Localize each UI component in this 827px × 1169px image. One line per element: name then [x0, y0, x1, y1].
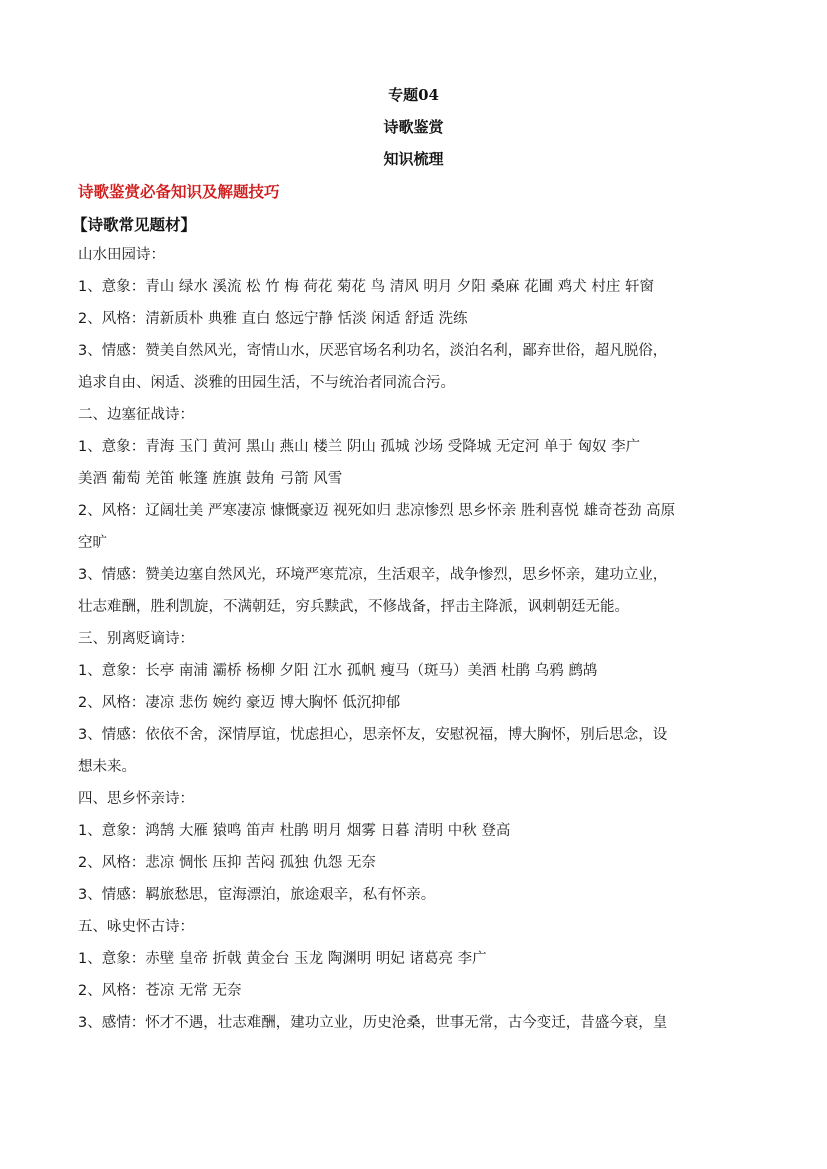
emotion-line-continued: 追求自由、闲适、淡雅的田园生活，不与统治者同流合污。	[78, 375, 455, 391]
imagery-line-continued: 美酒 葡萄 羌笛 帐篷 旌旗 鼓角 弓箭 风雪	[78, 471, 343, 487]
red-section-title: 诗歌鉴赏必备知识及解题技巧	[78, 182, 280, 201]
group-title-frontier: 二、边塞征战诗：	[78, 407, 194, 423]
section-heading: 知识梳理	[383, 150, 444, 168]
imagery-line: 1、意象：青海 玉门 黄河 黑山 燕山 楼兰 阴山 孤城 沙场 受降城 无定河 单于 匈奴 李广	[78, 439, 641, 455]
style-line: 2、风格：清新质朴 典雅 直白 悠远宁静 恬淡 闲适 舒适 洗练	[78, 311, 468, 327]
imagery-line: 1、意象：青山 绿水 溪流 松 竹 梅 荷花 菊花 鸟 清风 明月 夕阳 桑麻 花圃 鸡犬 村庄 轩窗	[78, 279, 654, 295]
emotion-line: 3、情感：赞美边塞自然风光，环境严寒荒凉，生活艰辛，战争惨烈，思乡怀亲，建功立业，	[78, 567, 668, 583]
emotion-line: 3、情感：赞美自然风光，寄情山水，厌恶官场名利功名，淡泊名利，鄙弃世俗，超凡脱俗，	[78, 343, 668, 359]
subject-heading: 诗歌鉴赏	[383, 118, 444, 136]
group-title-landscape: 山水田园诗：	[78, 247, 165, 263]
emotion-line: 3、感情：怀才不遇，壮志难酬，建功立业，历史沧桑，世事无常，古今变迁，昔盛今衰，皇	[78, 1015, 668, 1031]
style-line: 2、风格：苍凉 无常 无奈	[78, 983, 242, 999]
style-line: 2、风格：辽阔壮美 严寒凄凉 慷慨豪迈 视死如归 悲凉惨烈 思乡怀亲 胜利喜悦 雄奇苍劲 高原	[78, 503, 676, 519]
imagery-line: 1、意象：鸿鹄 大雁 猿鸣 笛声 杜鹃 明月 烟雾 日暮 清明 中秋 登高	[78, 823, 511, 839]
emotion-line: 3、情感：羁旅愁思，宦海漂泊，旅途艰辛，私有怀亲。	[78, 887, 436, 903]
imagery-line: 1、意象：长亭 南浦 灞桥 杨柳 夕阳 江水 孤帆 瘦马（斑马）美酒 杜鹃 乌鸦 鹧鸪	[78, 663, 598, 679]
style-line: 2、风格：凄凉 悲伤 婉约 豪迈 博大胸怀 低沉抑郁	[78, 695, 401, 711]
topic-heading: 专题04	[388, 86, 439, 104]
group-title-parting: 三、别离贬谪诗：	[78, 631, 194, 647]
emotion-line-continued: 壮志难酬，胜利凯旋，不满朝廷，穷兵黩武，不修战备，抨击主降派，讽刺朝廷无能。	[78, 599, 629, 615]
imagery-line: 1、意象：赤壁 皇帝 折戟 黄金台 玉龙 陶渊明 明妃 诸葛亮 李广	[78, 951, 487, 967]
emotion-line-continued: 想未来。	[78, 759, 136, 775]
emotion-line: 3、情感：依依不舍，深情厚谊，忧虑担心，思亲怀友，安慰祝福，博大胸怀，别后思念，设	[78, 727, 668, 743]
style-line-continued: 空旷	[78, 535, 107, 551]
style-line: 2、风格：悲凉 惆怅 压抑 苦闷 孤独 仇怨 无奈	[78, 855, 376, 871]
bracket-title: 【诗歌常见题材】	[72, 215, 197, 234]
group-title-homesick: 四、思乡怀亲诗：	[78, 791, 194, 807]
group-title-history: 五、咏史怀古诗：	[78, 919, 194, 935]
